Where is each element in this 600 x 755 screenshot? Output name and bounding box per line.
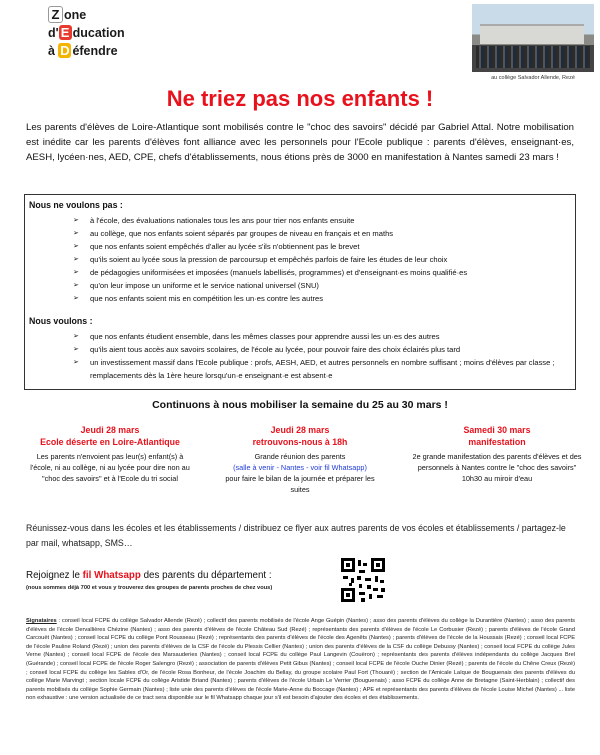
event-title: manifestation	[468, 437, 526, 447]
arrow-icon: ➢	[73, 217, 79, 224]
arrow-icon: ➢	[73, 256, 79, 263]
list-item-text: au collège, que nos enfants soient séparés par groupes de niveau en français et en maths	[90, 229, 394, 238]
list-item	[73, 240, 571, 253]
list-item-text: de pédagogies uniformisées et imposées (manuels labellisés, programmes) et d'enseignant·es moins qualifié·es	[90, 268, 468, 277]
signatories-list: : conseil local FCPE du collège Salvador Allende (Rezé) ; collectif des parents mobilisés de l'école Ange Guépin (Nantes) ; asso des parents d'élèves du collège la Durantière (Nantes) ; asso des parents d'élèves de l'école Dervallières Chézine (Nantes) ; asso des parents d'élèves de l'école Château Sud (Rezé) ; représentants des parents d'élèves de l'école Le Corbusier (Rezé) ; parents d'élèves de l'école Grand Carcouët (Nantes) ; conseil local FCPE du collège Pont Rousseau (Rezé) ; représentants des parents d'élèves de l'école des Agenêts (Nantes) ; parents d'élèves de l'école de la Houssais (Rezé) ; conseil local FCPE de l'école Pauline Roland (Rezé) ; union des parents d'élèves de la CSF de l'école du Plessis Cellier (Nantes) ; union des parents d'élèves de la CSF du collège Debussy (Nantes) ; conseil local FCPE du collège Jules Verne (Nantes) ; conseil local FCPE de l'école des Marsauderies (Nantes) ; conseil local FCPE du collège Paul Langevin (Couëron) ; représentants des parents d'élèves indépendants du collège Jacques Brel (Guérande) ; conseil local FCPE de l'école Roger Salengro (Rezé) ; association de parents d'élèves Petit Gibus (Nantes) ; conseil local FCPE de l'école Ouche Dinier (Rezé) ; parents de l'école du Chêne Creux (Rezé) ; conseil local FCPE du collège les Sables d'Or, de l'école Rosa Bonheur, de l'école Joachim du Bellay, du groupe scolaire Paul Fort (Thouaré) ; section de l'Amicale Laïque de Bouguenais des parents d'élèves du collège Marie Marvingt ; section locale FCPE du collège Aristide Briand (Nantes) ; parents d'élèves de l'école Urbain Le Verrier (Bouguenais) ; asso FCPE du collège Anne de Bretagne (Saint-Herblain) ; collectif des parents mobilisés du collège Sophie Germain (Nantes) ; liste unie des parents d'élèves de l'école Marie-Anne du Boccage (Nantes) ; APE et représentants des parents d'élèves de l'école Louise Michel (Nantes) ... liste non exhaustive : une version actualisée de ce tract sera disponible sur le fil Whatsapp chaque jour s'il est besoin d'ajouter des écoles et des établissements.	[26, 618, 575, 702]
whatsapp-qr-code[interactable]	[341, 558, 385, 602]
arrow-icon: ➢	[73, 359, 79, 366]
list-item-text: qu'ils soient au lycée sous la pression de parcoursup et empêchés parfois de faire les études de leur choix	[90, 255, 448, 264]
list-item-text: que nos enfants étudient ensemble, dans les mêmes classes pour apprendre aussi les un·es des autres	[90, 332, 440, 341]
intro-paragraph: Les parents d'élèves de Loire-Atlantique sont mobilisés contre le "choc des savoirs" décidé par Gabriel Attal. Notre mobilisation est inédite car les parents d'élèves font alliance avec les personnels pour l'Ecole publique : parents d'élèves, enseignant·es, AESH, lycéen·nes, AED, CPE, chefs d'établissements, nous étions près de 3000 en manifestation à Nantes samedi 23 mars !	[26, 122, 574, 163]
list-item-text: à l'école, des évaluations nationales tous les ans pour trier nos enfants ensuite	[90, 216, 355, 225]
logo-text-3a: à	[48, 44, 55, 58]
event-column-1	[26, 424, 194, 484]
page-title: Ne triez pas nos enfants !	[166, 86, 434, 111]
photo-crowd	[476, 46, 590, 68]
event-body-2: pour faire le bilan de la journée et préparer les suites	[225, 474, 375, 494]
join-post: des parents du département :	[140, 570, 272, 581]
list-item	[73, 292, 571, 305]
logo-text-2b: ducation	[72, 26, 125, 40]
event-body: Grande réunion des parents	[254, 452, 346, 461]
event-body: 2e grande manifestation des parents d'élèves et des personnels à Nantes contre le "choc des savoirs" 10h30 au miroir d'eau	[412, 452, 582, 483]
logo-text-3b: éfendre	[72, 44, 118, 58]
mobilize-title: Continuons à nous mobiliser la semaine du 25 au 30 mars !	[152, 399, 448, 411]
list-item-text: que nos enfants soient mis en compétition les un·es contre les autres	[90, 294, 324, 303]
event-body: Les parents n'envoient pas leur(s) enfant(s) à l'école, ni au collège, ni au lycée pour dire non au "choc des savoirs" et à l'Ecole du tri social	[30, 452, 190, 483]
logo-text-1: one	[64, 8, 87, 22]
photo-caption: au collège Salvador Allende, Rezé	[491, 75, 575, 81]
list-item	[73, 266, 571, 279]
arrow-icon: ➢	[73, 230, 79, 237]
arrow-icon: ➢	[73, 295, 79, 302]
list-item	[73, 253, 571, 266]
list-item-text: un investissement massif dans l'Ecole publique : profs, AESH, AED, et autres personnels en nombre suffisant ; moins d'élèves par classe ; remplacements dès la 1ère heure lorsqu'un·e enseignant·e est absent·e	[90, 358, 555, 380]
signatories-label: Signataires	[26, 618, 57, 624]
arrow-icon: ➢	[73, 333, 79, 340]
want-heading: Nous voulons :	[29, 316, 93, 326]
event-title: retrouvons-nous à 18h	[252, 437, 348, 447]
logo-letter-e: E	[59, 25, 72, 40]
logo-letter-z: Z	[48, 6, 63, 23]
logo-text-2a: d'	[48, 26, 59, 40]
join-whatsapp-text	[26, 570, 272, 581]
event-title: Ecole déserte en Loire-Atlantique	[40, 437, 180, 447]
list-item	[73, 227, 571, 240]
arrow-icon: ➢	[73, 243, 79, 250]
protest-photo	[472, 4, 594, 72]
event-column-2	[216, 424, 384, 495]
arrow-icon: ➢	[73, 282, 79, 289]
list-item	[73, 214, 571, 227]
list-item	[73, 356, 571, 382]
join-subtext: (nous sommes déjà 700 et vous y trouverez des groupes de parents proches de chez vous)	[26, 585, 273, 591]
event-date: Jeudi 28 mars	[80, 425, 140, 435]
share-instructions: Réunissez-vous dans les écoles et les établissements / distribuez ce flyer aux autres parents de vos écoles et établissements / partagez-le par mail, whatsapp, SMS…	[26, 523, 566, 548]
event-column-3	[412, 424, 582, 484]
refuse-heading: Nous ne voulons pas :	[29, 200, 123, 210]
arrow-icon: ➢	[73, 269, 79, 276]
arrow-icon: ➢	[73, 346, 79, 353]
event-date: Samedi 30 mars	[463, 425, 531, 435]
event-date: Jeudi 28 mars	[270, 425, 330, 435]
zone-education-logo	[48, 6, 138, 60]
list-item	[73, 330, 571, 343]
signatories-text	[26, 617, 575, 703]
list-item	[73, 279, 571, 292]
want-list	[73, 330, 571, 382]
whatsapp-link-note: (salle à venir - Nantes - voir fil Whatsapp)	[233, 463, 367, 472]
refuse-list	[73, 214, 571, 305]
list-item	[73, 343, 571, 356]
join-pre: Rejoignez le	[26, 570, 83, 581]
photo-building	[480, 24, 584, 44]
demands-box	[24, 194, 576, 390]
list-item-text: qu'on leur impose un uniforme et le service national universel (SNU)	[90, 281, 319, 290]
logo-letter-d: D	[60, 43, 70, 58]
list-item-text: qu'ils aient tous accès aux savoirs scolaires, de l'école au lycée, pour pouvoir faire des choix éclairés plus tard	[90, 345, 461, 354]
whatsapp-fil-label: fil Whatsapp	[82, 570, 141, 581]
list-item-text: que nos enfants soient empêchés d'aller au lycée s'ils n'obtiennent pas le brevet	[90, 242, 360, 251]
